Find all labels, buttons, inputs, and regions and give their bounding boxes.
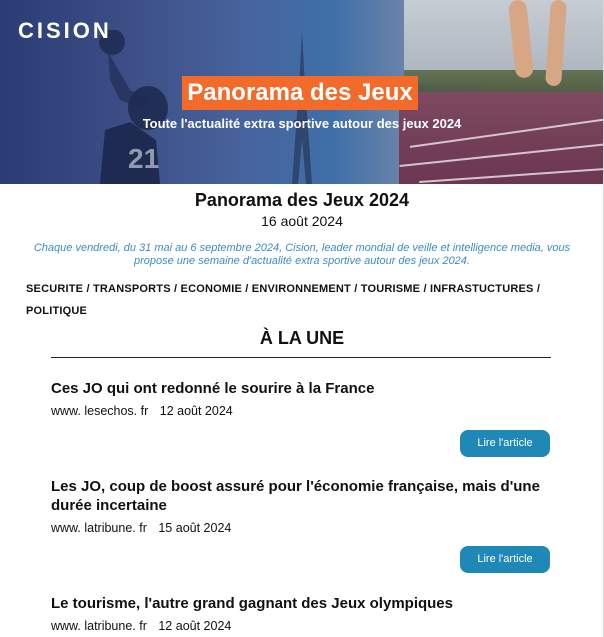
- article-date: 15 août 2024: [158, 521, 232, 535]
- running-track-image: [399, 92, 604, 184]
- article-meta: [51, 404, 551, 418]
- article-date: 12 août 2024: [159, 404, 233, 418]
- article-title[interactable]: Ces JO qui ont redonné le sourire à la France: [51, 380, 375, 397]
- article-source: www. latribune. fr: [51, 521, 147, 535]
- article-title[interactable]: Le tourisme, l'autre grand gagnant des Jeux olympiques: [51, 595, 453, 612]
- cision-logo[interactable]: [18, 18, 112, 44]
- banner-tagline: Toute l'actualité extra sportive autour des jeux 2024: [142, 116, 462, 131]
- article-title[interactable]: Les JO, coup de boost assuré pour l'économie française, mais d'une durée incertaine: [51, 478, 540, 514]
- read-article-button[interactable]: Lire l'article: [460, 546, 550, 573]
- hero-banner: [0, 0, 604, 184]
- article-item: [51, 477, 551, 535]
- category-list: SECURITE / TRANSPORTS / ECONOMIE / ENVIRONNEMENT / TOURISME / INFRASTUCTURES / POLITIQUE: [26, 283, 541, 317]
- article-item: [51, 379, 551, 418]
- section-title: À LA UNE: [259, 328, 345, 348]
- svg-text:21: 21: [128, 143, 160, 174]
- page-date: 16 août 2024: [261, 213, 343, 229]
- read-article-button[interactable]: Lire l'article: [460, 430, 550, 457]
- article-date: 12 août 2024: [158, 619, 232, 633]
- article-meta: [51, 521, 551, 535]
- article-meta: [51, 619, 551, 633]
- page-title: Panorama des Jeux 2024: [194, 190, 410, 210]
- article-source: www. latribune. fr: [51, 619, 147, 633]
- logo-text: CISION: [18, 18, 112, 43]
- section-divider: [51, 357, 551, 358]
- article-item: [51, 594, 551, 633]
- basketball-player-image: [60, 30, 190, 184]
- banner-title: Panorama des Jeux: [182, 76, 418, 110]
- article-source: www. lesechos. fr: [51, 404, 149, 418]
- intro-text: Chaque vendredi, du 31 mai au 6 septembre 2024, Cision, leader mondial de veille et intelligence media, vous propose une semaine d'actualité extra sportive autour des jeux 2024.: [33, 242, 571, 267]
